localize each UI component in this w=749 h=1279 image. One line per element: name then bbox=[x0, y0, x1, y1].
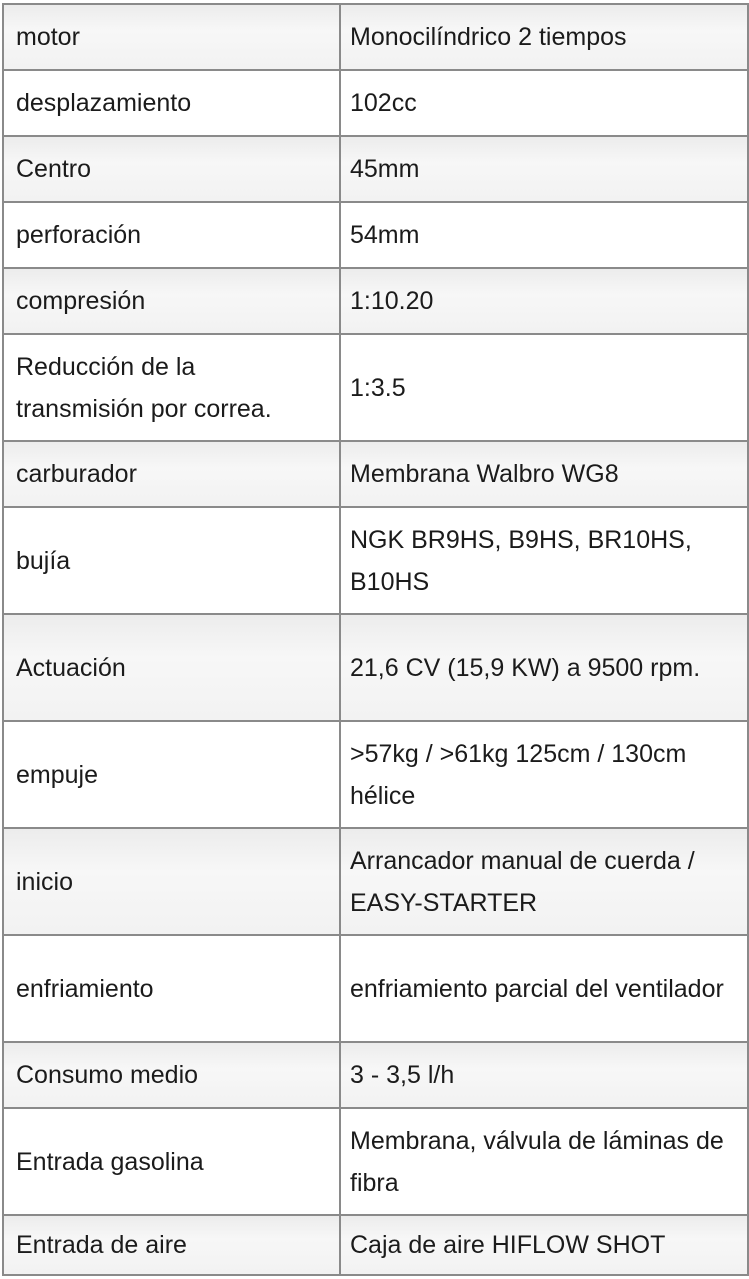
spec-label: inicio bbox=[3, 828, 340, 935]
spec-label: motor bbox=[3, 4, 340, 70]
table-row bbox=[3, 1042, 748, 1108]
spec-label: Centro bbox=[3, 136, 340, 202]
spec-value: 1:3.5 bbox=[340, 334, 748, 441]
spec-label: Entrada de aire bbox=[3, 1215, 340, 1275]
table-row bbox=[3, 441, 748, 507]
spec-label: empuje bbox=[3, 721, 340, 828]
table-row bbox=[3, 268, 748, 334]
specifications-table bbox=[2, 3, 749, 1276]
table-row bbox=[3, 828, 748, 935]
spec-value: NGK BR9HS, B9HS, BR10HS, B10HS bbox=[340, 507, 748, 614]
table-row bbox=[3, 1108, 748, 1215]
spec-value: Monocilíndrico 2 tiempos bbox=[340, 4, 748, 70]
spec-label: bujía bbox=[3, 507, 340, 614]
spec-label: Entrada gasolina bbox=[3, 1108, 340, 1215]
spec-value: 45mm bbox=[340, 136, 748, 202]
table-row bbox=[3, 202, 748, 268]
table-row bbox=[3, 334, 748, 441]
spec-value: 102cc bbox=[340, 70, 748, 136]
spec-value: Membrana Walbro WG8 bbox=[340, 441, 748, 507]
table-row bbox=[3, 1215, 748, 1275]
table-row bbox=[3, 507, 748, 614]
spec-label: perforación bbox=[3, 202, 340, 268]
spec-label: compresión bbox=[3, 268, 340, 334]
spec-label: Actuación bbox=[3, 614, 340, 721]
table-row bbox=[3, 4, 748, 70]
spec-label: carburador bbox=[3, 441, 340, 507]
table-row bbox=[3, 70, 748, 136]
spec-value: 54mm bbox=[340, 202, 748, 268]
table-row bbox=[3, 614, 748, 721]
spec-label: Reducción de la transmisión por correa. bbox=[3, 334, 340, 441]
spec-value: Arrancador manual de cuerda / EASY-STARTER bbox=[340, 828, 748, 935]
spec-label: enfriamiento bbox=[3, 935, 340, 1042]
table-row bbox=[3, 935, 748, 1042]
table-row bbox=[3, 136, 748, 202]
table-row bbox=[3, 721, 748, 828]
spec-value: >57kg / >61kg 125cm / 130cm hélice bbox=[340, 721, 748, 828]
spec-value: enfriamiento parcial del ventilador bbox=[340, 935, 748, 1042]
spec-label: desplazamiento bbox=[3, 70, 340, 136]
spec-value: Membrana, válvula de láminas de fibra bbox=[340, 1108, 748, 1215]
spec-value: Caja de aire HIFLOW SHOT bbox=[340, 1215, 748, 1275]
spec-value: 1:10.20 bbox=[340, 268, 748, 334]
spec-label: Consumo medio bbox=[3, 1042, 340, 1108]
spec-value: 21,6 CV (15,9 KW) a 9500 rpm. bbox=[340, 614, 748, 721]
spec-value: 3 - 3,5 l/h bbox=[340, 1042, 748, 1108]
